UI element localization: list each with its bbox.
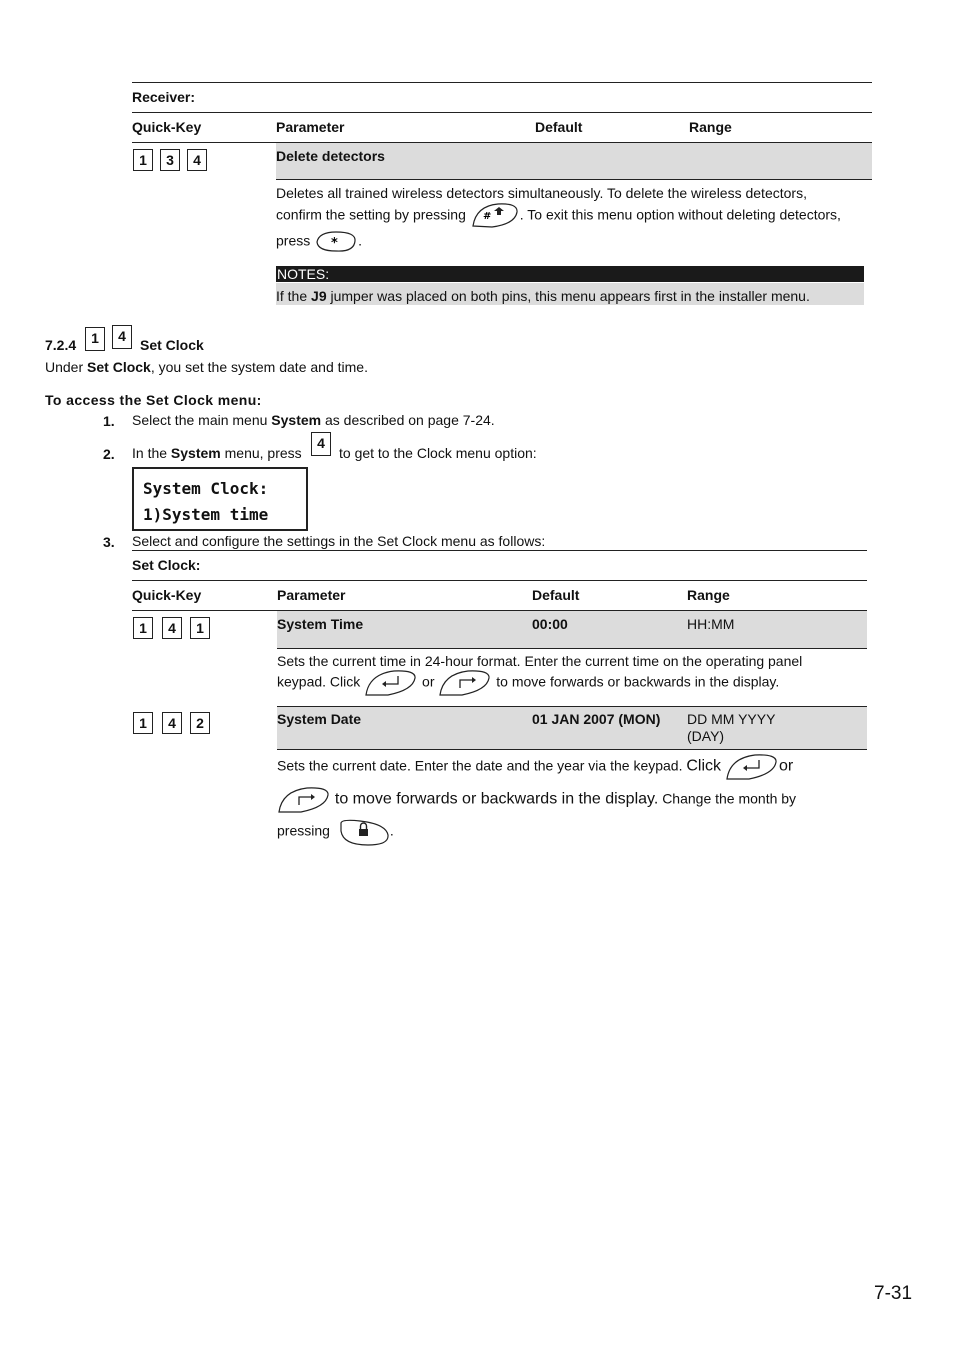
desc-text: Change the month by [662,790,797,807]
header-default: Default [532,587,580,603]
table-top-rule [132,82,872,83]
step-2-text-tail: to get to the Clock menu option: [339,445,537,461]
desc-line [277,785,796,815]
section-key-1: 1 [85,327,105,351]
parameter-row-shade [277,611,867,648]
section-intro [45,359,368,375]
step-part: menu, press [220,445,302,461]
page-number: 7-31 [874,1283,913,1304]
note-jumper: J9 [311,288,327,304]
desc-line: Sets the current time in 24-hour format. Enter the current time on the operating panel [277,653,803,669]
step-part: In the [132,445,171,461]
desc-text: . To exit this menu option without deleting detectors, [519,206,841,223]
step-1-number: 1. [103,413,115,429]
intro-part: Under [45,359,88,375]
access-heading: To access the Set Clock menu: [45,392,262,408]
parameter-system-time: System Time [277,616,364,632]
intro-part: , you set the system date and time. [150,359,368,375]
step-bold: System [170,445,221,461]
forward-arrow-key-icon [364,668,418,698]
step-3-text: Select and configure the settings in the Set Clock menu as follows: [132,533,546,549]
svg-text:#: # [482,211,492,222]
desc-line [277,752,793,782]
notes-label: NOTES: [277,266,330,282]
note-text-part: If the [276,288,312,304]
section-number: 7.2.4 [45,337,77,353]
step-1-text [132,412,495,428]
step-part: Select the main menu [132,412,272,428]
desc-text: Sets the current date. Enter the date and the year via the keypad. [277,757,683,774]
desc-text: pressing [277,822,330,839]
rule [276,179,872,180]
desc-text: confirm the setting by pressing [276,206,466,223]
note-text [276,288,810,304]
star-key-icon [314,230,358,254]
notes-bar [276,266,864,282]
desc-line: Deletes all trained wireless detectors simultaneously. To delete the wireless detectors, [276,185,807,201]
svg-text:*: * [331,236,338,251]
step-bold: System [271,412,322,428]
quick-key-4: 4 [187,149,207,171]
rule [277,749,867,750]
quick-key-4: 4 [162,617,182,639]
header-quick-key: Quick-Key [132,587,202,603]
range-system-date-line-1: DD MM YYYY [687,711,776,727]
range-system-date-line-2: (DAY) [687,728,725,744]
step-2-key-4: 4 [311,432,331,456]
desc-line [277,817,394,847]
table-top-rule [132,550,867,551]
header-default: Default [535,119,583,135]
receiver-label: Receiver: [132,89,196,105]
desc-text: or [422,673,435,690]
header-parameter: Parameter [277,587,346,603]
header-range: Range [689,119,732,135]
desc-text: . [358,232,363,249]
lcd-line-2: 1)System time [143,505,269,524]
backward-arrow-key-icon [438,668,492,698]
step-3-number: 3. [103,534,115,550]
note-text-part: jumper was placed on both pins, this menu appears first in the installer menu. [326,288,810,304]
desc-text: press [276,232,311,249]
rule [277,648,867,649]
desc-line [276,230,362,254]
desc-text: . [389,822,394,839]
quick-key-4: 4 [162,712,182,734]
default-system-time: 00:00 [532,616,568,632]
rule [132,112,872,113]
hash-up-key-icon [470,202,520,230]
desc-text: keypad. Click [277,673,361,690]
quick-key-1: 1 [133,617,153,639]
rule [132,580,867,581]
parameter-system-date: System Date [277,711,362,727]
range-system-time: HH:MM [687,616,735,632]
desc-text: to move forwards or backwards in the display. [496,673,780,690]
step-part: as described on page 7-24. [321,412,495,428]
quick-key-1: 1 [133,149,153,171]
quick-key-1: 1 [133,712,153,734]
backward-arrow-key-icon [277,785,331,815]
quick-key-2: 2 [190,712,210,734]
set-clock-label: Set Clock: [132,557,201,573]
desc-text: or [778,757,794,775]
section-key-4: 4 [112,325,132,349]
header-range: Range [687,587,730,603]
section-title: Set Clock [140,337,204,353]
quick-key-1: 1 [190,617,210,639]
quick-key-3: 3 [160,149,180,171]
step-2-text [132,445,302,461]
header-quick-key: Quick-Key [132,119,202,135]
lock-key-icon [338,817,390,847]
step-2-number: 2. [103,446,115,462]
lcd-line-1: System Clock: [143,479,269,498]
desc-text: Click [686,757,722,775]
intro-bold: Set Clock [87,359,151,375]
desc-text: to move forwards or backwards in the display. [334,790,659,808]
desc-line [277,668,779,698]
header-parameter: Parameter [276,119,345,135]
forward-arrow-key-icon [725,752,779,782]
lcd-display [132,467,308,531]
default-system-date: 01 JAN 2007 (MON) [532,711,661,727]
desc-line [276,202,841,230]
parameter-delete-detectors: Delete detectors [276,148,385,164]
